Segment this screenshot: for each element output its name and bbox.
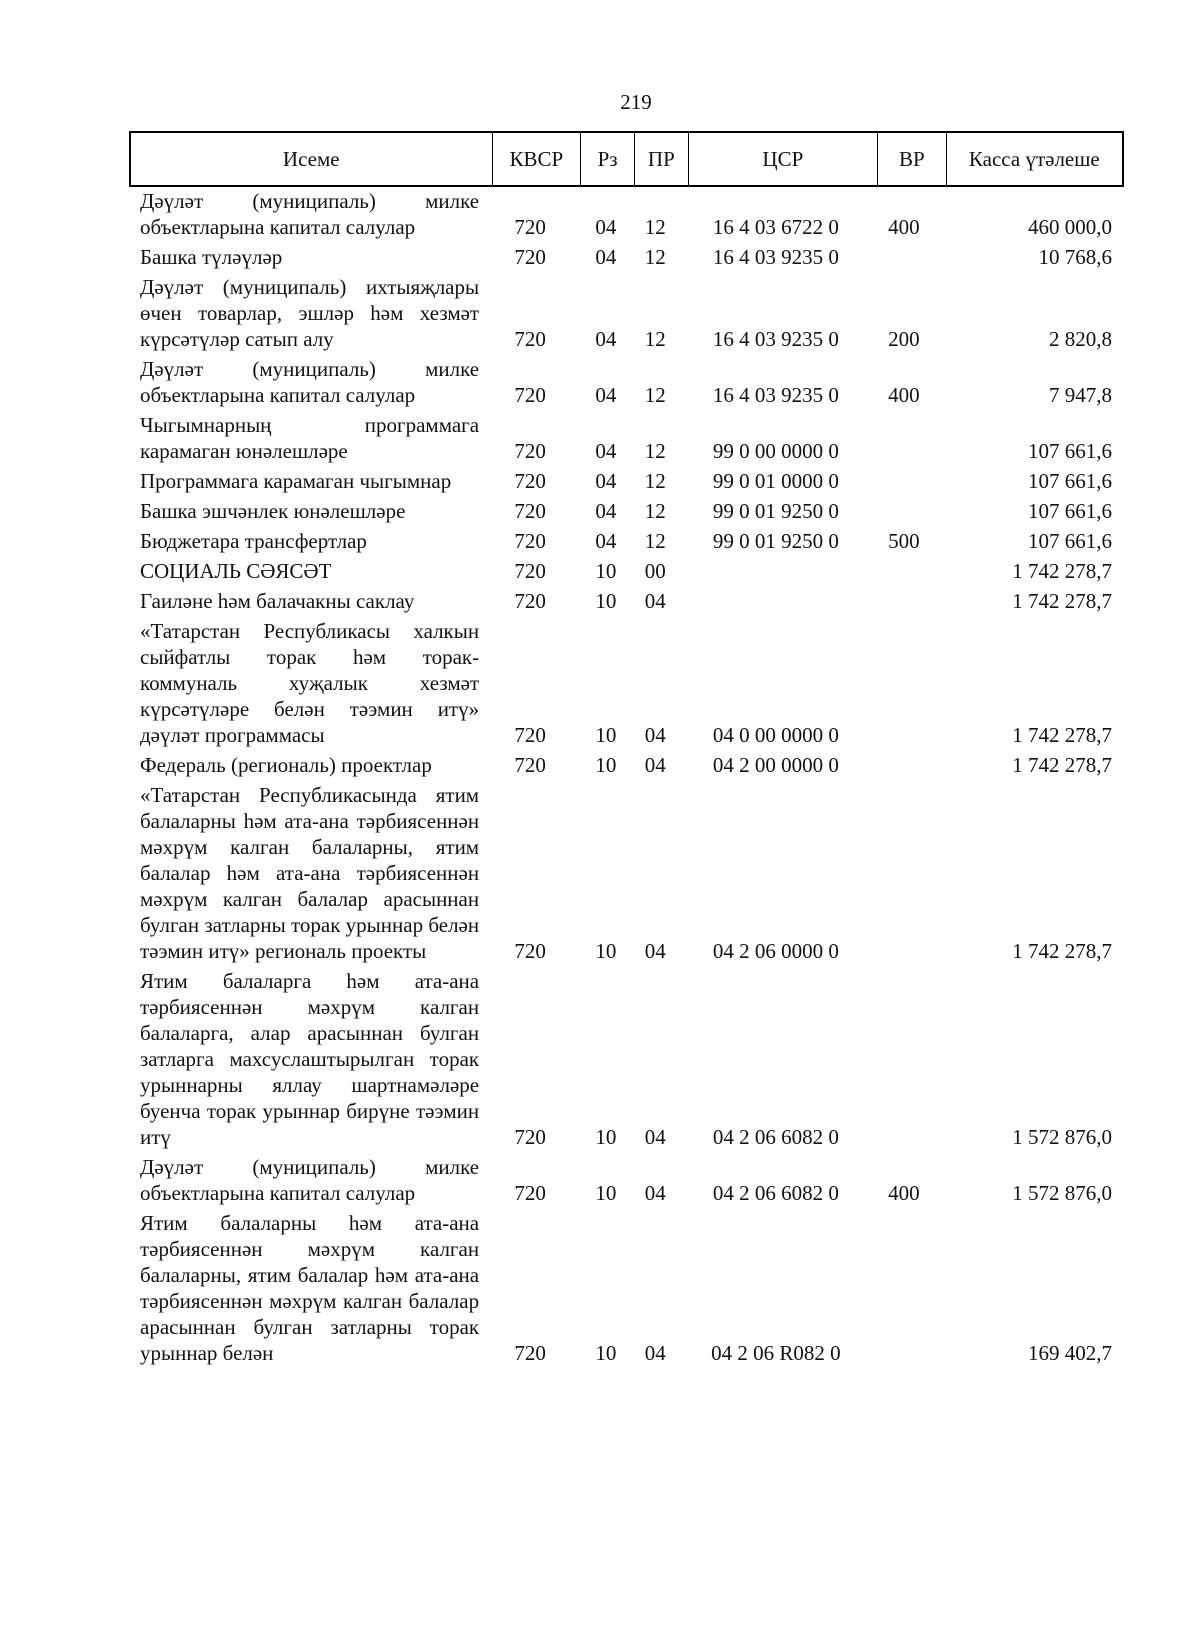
cell-kassa: 1 742 278,7 — [1012, 753, 1113, 777]
cell-rz: 04 — [595, 245, 617, 269]
header-rz: Рз — [580, 133, 634, 185]
cell-pr: 12 — [644, 529, 666, 553]
cell-kassa: 1 742 278,7 — [1012, 723, 1113, 747]
cell-name: Дәүләт (муниципаль) милке объектларына капитал салулар — [140, 189, 480, 239]
cell-kvsr: 720 — [514, 1341, 546, 1365]
cell-name: «Татарстан Республикасы халкын сыйфатлы торак һәм торак-коммуналь хуҗалык хезмәт күрсәтүләре белән тәэмин итү» дәүләт программасы — [140, 619, 480, 747]
cell-pr: 12 — [644, 327, 666, 351]
table-row — [129, 528, 1124, 558]
header-csr: ЦСР — [688, 133, 877, 185]
header-kvsr: КВСР — [492, 133, 581, 185]
cell-vr: 400 — [888, 383, 920, 407]
cell-rz: 10 — [595, 723, 617, 747]
cell-name: Федераль (региональ) проектлар — [140, 753, 432, 777]
cell-kassa: 2 820,8 — [1049, 327, 1113, 351]
cell-rz: 10 — [595, 939, 617, 963]
page-number: 219 — [620, 90, 652, 114]
cell-name: Ятим балаларны һәм ата-ана тәрбиясеннән мәхрүм калган балаларны, ятим балалар һәм ата-ана тәрбиясеннән мәхрүм калган балалар арасыннан булган затларны торак урыннар белән — [140, 1211, 480, 1365]
cell-name: Гаиләне һәм балачакны саклау — [140, 589, 415, 613]
cell-kassa: 107 661,6 — [1028, 469, 1113, 493]
cell-rz: 10 — [595, 559, 617, 583]
cell-rz: 10 — [595, 1125, 617, 1149]
cell-pr: 04 — [644, 1125, 666, 1149]
table-row — [129, 244, 1124, 274]
table-row — [129, 274, 1124, 356]
cell-kassa: 460 000,0 — [1028, 215, 1113, 239]
cell-kvsr: 720 — [514, 529, 546, 553]
cell-pr: 12 — [644, 439, 666, 463]
table-row — [129, 1154, 1124, 1210]
cell-kassa: 1 572 876,0 — [1012, 1181, 1113, 1205]
cell-name: Чыгымнарның программага карамаган юнәлешләре — [140, 413, 480, 463]
table-row — [129, 588, 1124, 618]
cell-kvsr: 720 — [514, 1125, 546, 1149]
cell-rz: 04 — [595, 383, 617, 407]
cell-rz: 04 — [595, 529, 617, 553]
cell-csr: 99 0 01 9250 0 — [712, 499, 839, 523]
cell-vr: 200 — [888, 327, 920, 351]
cell-kvsr: 720 — [514, 1181, 546, 1205]
cell-pr: 04 — [644, 939, 666, 963]
cell-name: Ятим балаларга һәм ата-ана тәрбиясеннән мәхрүм калган балаларга, алар арасыннан булган затларга махсуслаштырылган торак урыннарны яллау шартнамәләре буенча торак урыннар бирүне тәэмин итү — [140, 969, 480, 1149]
cell-pr: 04 — [644, 589, 666, 613]
cell-rz: 04 — [595, 215, 617, 239]
cell-csr: 04 2 06 R082 0 — [711, 1341, 841, 1365]
header-vr: ВР — [877, 133, 946, 185]
cell-kvsr: 720 — [514, 939, 546, 963]
cell-pr: 12 — [644, 245, 666, 269]
cell-pr: 04 — [644, 723, 666, 747]
table-row — [129, 752, 1124, 782]
cell-kassa: 7 947,8 — [1049, 383, 1113, 407]
cell-kassa: 107 661,6 — [1028, 529, 1113, 553]
table-row — [129, 782, 1124, 968]
cell-csr: 04 2 06 0000 0 — [712, 939, 839, 963]
cell-pr: 12 — [644, 499, 666, 523]
table-row — [129, 412, 1124, 468]
cell-kvsr: 720 — [514, 589, 546, 613]
cell-pr: 12 — [644, 383, 666, 407]
cell-kvsr: 720 — [514, 439, 546, 463]
cell-csr: 99 0 01 9250 0 — [712, 529, 839, 553]
cell-rz: 10 — [595, 753, 617, 777]
cell-name: «Татарстан Республикасында ятим балаларны һәм ата-ана тәрбиясеннән мәхрүм калган балаларны, ятим балалар һәм ата-ана тәрбиясеннән мәхрүм калган балалар арасыннан булган затларны торак урыннар белән тәэмин итү» региональ проекты — [140, 783, 480, 963]
table-row — [129, 558, 1124, 588]
cell-name: Башка түләүләр — [140, 245, 283, 269]
cell-csr: 04 2 06 6082 0 — [712, 1181, 839, 1205]
cell-kvsr: 720 — [514, 245, 546, 269]
cell-pr: 04 — [644, 1341, 666, 1365]
table-row — [129, 356, 1124, 412]
cell-kvsr: 720 — [514, 723, 546, 747]
cell-kvsr: 720 — [514, 383, 546, 407]
cell-csr: 16 4 03 6722 0 — [712, 215, 839, 239]
cell-name: Башка эшчәнлек юнәлешләре — [140, 499, 406, 523]
header-kassa: Касса үтәлеше — [946, 133, 1122, 185]
cell-csr: 16 4 03 9235 0 — [712, 383, 839, 407]
table-row — [129, 468, 1124, 498]
cell-pr: 04 — [644, 753, 666, 777]
table-row — [129, 498, 1124, 528]
cell-rz: 10 — [595, 1341, 617, 1365]
table-header — [129, 131, 1124, 187]
table-row — [129, 968, 1124, 1154]
header-pr: ПР — [634, 133, 688, 185]
cell-kvsr: 720 — [514, 753, 546, 777]
cell-kassa: 1 742 278,7 — [1012, 559, 1113, 583]
cell-kassa: 107 661,6 — [1028, 439, 1113, 463]
cell-kassa: 107 661,6 — [1028, 499, 1113, 523]
cell-kassa: 10 768,6 — [1038, 245, 1113, 269]
cell-vr: 400 — [888, 215, 920, 239]
cell-name: СОЦИАЛЬ СӘЯСӘТ — [140, 559, 332, 583]
cell-csr: 99 0 01 0000 0 — [712, 469, 839, 493]
cell-csr: 04 2 00 0000 0 — [712, 753, 839, 777]
cell-kvsr: 720 — [514, 215, 546, 239]
table-row — [129, 188, 1124, 244]
cell-name: Дәүләт (муниципаль) милке объектларына капитал салулар — [140, 1155, 480, 1205]
cell-kassa: 1 742 278,7 — [1012, 939, 1113, 963]
cell-csr: 16 4 03 9235 0 — [712, 245, 839, 269]
cell-pr: 04 — [644, 1181, 666, 1205]
cell-name: Дәүләт (муниципаль) ихтыяҗлары өчен товарлар, эшләр һәм хезмәт күрсәтүләр сатып алу — [140, 275, 480, 351]
cell-csr: 16 4 03 9235 0 — [712, 327, 839, 351]
table-body — [129, 188, 1124, 1370]
cell-rz: 04 — [595, 469, 617, 493]
cell-kvsr: 720 — [514, 559, 546, 583]
cell-pr: 00 — [644, 559, 666, 583]
cell-csr: 99 0 00 0000 0 — [712, 439, 839, 463]
cell-csr: 04 2 06 6082 0 — [712, 1125, 839, 1149]
cell-kvsr: 720 — [514, 327, 546, 351]
table-row — [129, 618, 1124, 752]
cell-kassa: 169 402,7 — [1028, 1341, 1113, 1365]
cell-name: Дәүләт (муниципаль) милке объектларына капитал салулар — [140, 357, 480, 407]
cell-kassa: 1 742 278,7 — [1012, 589, 1113, 613]
cell-rz: 10 — [595, 1181, 617, 1205]
cell-kvsr: 720 — [514, 469, 546, 493]
cell-csr: 04 0 00 0000 0 — [712, 723, 839, 747]
cell-pr: 12 — [644, 469, 666, 493]
cell-rz: 04 — [595, 439, 617, 463]
cell-name: Бюджетара трансфертлар — [140, 529, 367, 553]
header-name: Исеме — [282, 147, 340, 171]
cell-name: Программага карамаган чыгымнар — [140, 469, 452, 493]
cell-rz: 04 — [595, 499, 617, 523]
cell-vr: 500 — [888, 529, 920, 553]
cell-pr: 12 — [644, 215, 666, 239]
cell-kvsr: 720 — [514, 499, 546, 523]
cell-rz: 04 — [595, 327, 617, 351]
cell-kassa: 1 572 876,0 — [1012, 1125, 1113, 1149]
table-row — [129, 1210, 1124, 1370]
cell-vr: 400 — [888, 1181, 920, 1205]
cell-rz: 10 — [595, 589, 617, 613]
